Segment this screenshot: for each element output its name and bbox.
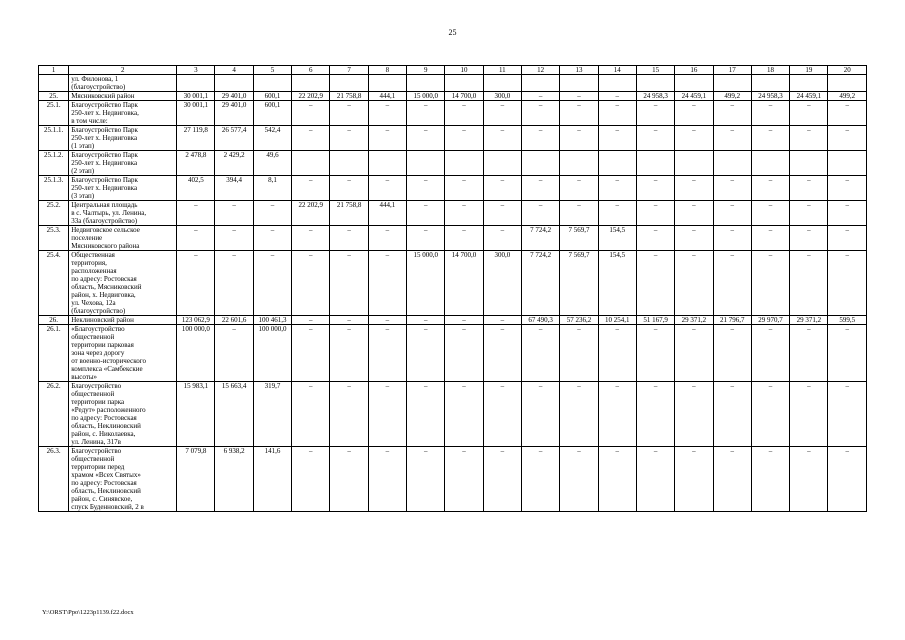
- value-cell: –: [828, 325, 867, 382]
- column-number-cell: 13: [560, 66, 598, 75]
- value-cell: –: [713, 176, 751, 201]
- table-row: [39, 101, 867, 126]
- value-cell: –: [636, 176, 674, 201]
- row-name-cell: Благоустройство Парк 250-лет х. Недвиговка (2 этап): [69, 151, 177, 176]
- value-cell: –: [751, 251, 789, 316]
- value-cell: –: [713, 226, 751, 251]
- value-cell: –: [368, 325, 406, 382]
- column-number-cell: 16: [675, 66, 713, 75]
- value-cell: –: [828, 382, 867, 447]
- value-cell: –: [675, 126, 713, 151]
- value-cell: –: [828, 101, 867, 126]
- value-cell: 499,2: [713, 92, 751, 101]
- value-cell: –: [751, 126, 789, 151]
- column-number-cell: 14: [598, 66, 636, 75]
- value-cell: 29 401,0: [215, 101, 253, 126]
- row-number-cell: 25.1.: [39, 101, 69, 126]
- value-cell: –: [675, 201, 713, 226]
- value-cell: –: [483, 382, 521, 447]
- value-cell: 29 970,7: [751, 316, 789, 325]
- value-cell: 14 700,0: [445, 92, 483, 101]
- value-cell: –: [483, 101, 521, 126]
- value-cell: –: [177, 201, 215, 226]
- value-cell: –: [292, 176, 330, 201]
- value-cell: –: [253, 201, 291, 226]
- value-cell: [751, 151, 789, 176]
- value-cell: [330, 151, 368, 176]
- value-cell: –: [292, 382, 330, 447]
- value-cell: [828, 75, 867, 92]
- value-cell: –: [292, 325, 330, 382]
- value-cell: 24 958,3: [636, 92, 674, 101]
- value-cell: [828, 151, 867, 176]
- value-cell: –: [790, 201, 828, 226]
- value-cell: 27 119,8: [177, 126, 215, 151]
- value-cell: 6 938,2: [215, 447, 253, 512]
- value-cell: –: [445, 316, 483, 325]
- value-cell: –: [636, 447, 674, 512]
- column-number-cell: 12: [521, 66, 559, 75]
- value-cell: –: [598, 325, 636, 382]
- value-cell: –: [292, 101, 330, 126]
- value-cell: 7 569,7: [560, 251, 598, 316]
- value-cell: –: [407, 316, 445, 325]
- value-cell: 2 429,2: [215, 151, 253, 176]
- value-cell: 21 758,8: [330, 92, 368, 101]
- value-cell: 300,0: [483, 251, 521, 316]
- value-cell: [713, 75, 751, 92]
- value-cell: 10 254,1: [598, 316, 636, 325]
- value-cell: 21 796,7: [713, 316, 751, 325]
- value-cell: 29 371,2: [675, 316, 713, 325]
- value-cell: –: [407, 201, 445, 226]
- table-row: [39, 447, 867, 512]
- column-number-cell: 18: [751, 66, 789, 75]
- value-cell: 24 459,1: [675, 92, 713, 101]
- value-cell: 26 577,4: [215, 126, 253, 151]
- value-cell: –: [521, 201, 559, 226]
- value-cell: –: [560, 92, 598, 101]
- value-cell: –: [560, 447, 598, 512]
- value-cell: 100 461,3: [253, 316, 291, 325]
- value-cell: –: [253, 251, 291, 316]
- column-number-cell: 2: [69, 66, 177, 75]
- value-cell: 7 724,2: [521, 251, 559, 316]
- value-cell: –: [675, 251, 713, 316]
- value-cell: –: [215, 325, 253, 382]
- value-cell: –: [751, 226, 789, 251]
- value-cell: –: [253, 226, 291, 251]
- value-cell: [407, 151, 445, 176]
- value-cell: 14 700,0: [445, 251, 483, 316]
- value-cell: 100 000,0: [253, 325, 291, 382]
- value-cell: –: [445, 176, 483, 201]
- value-cell: [598, 75, 636, 92]
- value-cell: –: [330, 176, 368, 201]
- row-name-cell: Благоустройство Парк 250-лет х. Недвиговка (1 этап): [69, 126, 177, 151]
- value-cell: –: [368, 447, 406, 512]
- value-cell: 15 000,0: [407, 92, 445, 101]
- value-cell: 599,5: [828, 316, 867, 325]
- column-number-cell: 17: [713, 66, 751, 75]
- value-cell: 15 663,4: [215, 382, 253, 447]
- value-cell: [407, 75, 445, 92]
- value-cell: [790, 75, 828, 92]
- value-cell: 30 001,1: [177, 92, 215, 101]
- value-cell: –: [292, 251, 330, 316]
- value-cell: 8,1: [253, 176, 291, 201]
- value-cell: –: [636, 251, 674, 316]
- value-cell: 30 001,1: [177, 101, 215, 126]
- value-cell: –: [828, 176, 867, 201]
- value-cell: –: [445, 382, 483, 447]
- value-cell: –: [215, 201, 253, 226]
- value-cell: –: [407, 325, 445, 382]
- value-cell: –: [636, 201, 674, 226]
- value-cell: –: [675, 382, 713, 447]
- value-cell: –: [636, 101, 674, 126]
- value-cell: [713, 151, 751, 176]
- value-cell: –: [790, 226, 828, 251]
- value-cell: –: [445, 226, 483, 251]
- value-cell: –: [330, 226, 368, 251]
- value-cell: –: [330, 325, 368, 382]
- value-cell: –: [828, 201, 867, 226]
- value-cell: [215, 75, 253, 92]
- value-cell: [521, 151, 559, 176]
- value-cell: [445, 151, 483, 176]
- value-cell: –: [713, 201, 751, 226]
- value-cell: –: [598, 447, 636, 512]
- value-cell: [560, 151, 598, 176]
- value-cell: [292, 151, 330, 176]
- value-cell: 49,6: [253, 151, 291, 176]
- value-cell: –: [828, 251, 867, 316]
- value-cell: –: [790, 251, 828, 316]
- value-cell: –: [828, 126, 867, 151]
- value-cell: 499,2: [828, 92, 867, 101]
- value-cell: –: [368, 176, 406, 201]
- value-cell: –: [445, 201, 483, 226]
- value-cell: –: [790, 101, 828, 126]
- value-cell: –: [330, 382, 368, 447]
- row-number-cell: 26.2.: [39, 382, 69, 447]
- value-cell: [560, 75, 598, 92]
- value-cell: –: [215, 226, 253, 251]
- row-name-cell: Мясниковский район: [69, 92, 177, 101]
- value-cell: –: [751, 201, 789, 226]
- value-cell: –: [598, 92, 636, 101]
- value-cell: 402,5: [177, 176, 215, 201]
- table-row: [39, 316, 867, 325]
- value-cell: 154,5: [598, 251, 636, 316]
- value-cell: –: [368, 251, 406, 316]
- value-cell: –: [330, 126, 368, 151]
- row-number-cell: 25.4.: [39, 251, 69, 316]
- column-number-cell: 19: [790, 66, 828, 75]
- value-cell: 300,0: [483, 92, 521, 101]
- value-cell: –: [828, 226, 867, 251]
- value-cell: 67 490,3: [521, 316, 559, 325]
- row-name-cell: Благоустройство общественной территории перед храмом «Всех Святых» по адресу: Ростовская область, Неклиновский район, с. Синявское, спуск Буденновский, 2 в: [69, 447, 177, 512]
- column-number-cell: 20: [828, 66, 867, 75]
- value-cell: –: [521, 325, 559, 382]
- column-number-cell: 15: [636, 66, 674, 75]
- row-number-cell: [39, 75, 69, 92]
- column-number-cell: 4: [215, 66, 253, 75]
- row-number-cell: 25.2.: [39, 201, 69, 226]
- value-cell: –: [560, 176, 598, 201]
- value-cell: [598, 151, 636, 176]
- value-cell: 600,1: [253, 92, 291, 101]
- table-row: [39, 251, 867, 316]
- value-cell: –: [790, 325, 828, 382]
- value-cell: –: [751, 325, 789, 382]
- value-cell: –: [407, 101, 445, 126]
- table-row: [39, 201, 867, 226]
- value-cell: –: [483, 316, 521, 325]
- value-cell: 123 062,9: [177, 316, 215, 325]
- value-cell: –: [751, 176, 789, 201]
- value-cell: –: [521, 382, 559, 447]
- footer-file-path: Y:\ORST\Ppo\1223p1139.f22.docx: [42, 609, 134, 616]
- value-cell: 394,4: [215, 176, 253, 201]
- value-cell: –: [560, 325, 598, 382]
- row-number-cell: 25.3.: [39, 226, 69, 251]
- value-cell: 15 000,0: [407, 251, 445, 316]
- value-cell: –: [407, 126, 445, 151]
- value-cell: [445, 75, 483, 92]
- value-cell: –: [598, 201, 636, 226]
- value-cell: [636, 75, 674, 92]
- table-row: [39, 151, 867, 176]
- value-cell: –: [521, 92, 559, 101]
- column-number-cell: 5: [253, 66, 291, 75]
- value-cell: –: [790, 447, 828, 512]
- value-cell: –: [407, 447, 445, 512]
- value-cell: –: [636, 325, 674, 382]
- value-cell: –: [330, 447, 368, 512]
- value-cell: –: [790, 126, 828, 151]
- value-cell: –: [560, 101, 598, 126]
- value-cell: –: [636, 226, 674, 251]
- value-cell: –: [713, 101, 751, 126]
- value-cell: –: [483, 325, 521, 382]
- value-cell: [751, 75, 789, 92]
- value-cell: –: [368, 101, 406, 126]
- value-cell: –: [177, 226, 215, 251]
- value-cell: –: [636, 382, 674, 447]
- value-cell: –: [368, 126, 406, 151]
- value-cell: 21 758,8: [330, 201, 368, 226]
- column-number-cell: 7: [330, 66, 368, 75]
- value-cell: 24 958,3: [751, 92, 789, 101]
- row-name-cell: «Благоустройство общественной территории парковая зона через дорогу от военно-исторического комплекса «Самбекские высоты»: [69, 325, 177, 382]
- page-number: 25: [448, 28, 457, 37]
- column-number-cell: 11: [483, 66, 521, 75]
- row-number-cell: 25.1.2.: [39, 151, 69, 176]
- column-number-cell: 9: [407, 66, 445, 75]
- row-name-cell: Неклиновский район: [69, 316, 177, 325]
- column-number-cell: 6: [292, 66, 330, 75]
- value-cell: [368, 75, 406, 92]
- value-cell: 100 000,0: [177, 325, 215, 382]
- value-cell: 2 478,8: [177, 151, 215, 176]
- value-cell: 7 079,8: [177, 447, 215, 512]
- value-cell: –: [751, 101, 789, 126]
- value-cell: [368, 151, 406, 176]
- value-cell: 154,5: [598, 226, 636, 251]
- value-cell: [292, 75, 330, 92]
- table-row: [39, 75, 867, 92]
- value-cell: –: [445, 101, 483, 126]
- table-row: [39, 176, 867, 201]
- value-cell: –: [292, 447, 330, 512]
- row-number-cell: 25.: [39, 92, 69, 101]
- value-cell: –: [560, 201, 598, 226]
- value-cell: –: [483, 176, 521, 201]
- value-cell: –: [598, 176, 636, 201]
- value-cell: –: [790, 382, 828, 447]
- value-cell: –: [713, 251, 751, 316]
- value-cell: –: [751, 382, 789, 447]
- value-cell: 7 724,2: [521, 226, 559, 251]
- value-cell: –: [292, 126, 330, 151]
- row-number-cell: 26.: [39, 316, 69, 325]
- row-name-cell: Центральная площадь в с. Чалтырь, ул. Ленина, 33а (благоустройство): [69, 201, 177, 226]
- value-cell: –: [483, 226, 521, 251]
- table-row: [39, 92, 867, 101]
- value-cell: –: [560, 382, 598, 447]
- value-cell: –: [445, 126, 483, 151]
- value-cell: 22 202,9: [292, 92, 330, 101]
- value-cell: 542,4: [253, 126, 291, 151]
- value-cell: –: [521, 101, 559, 126]
- value-cell: –: [368, 382, 406, 447]
- value-cell: 51 167,9: [636, 316, 674, 325]
- table-row: [39, 325, 867, 382]
- column-number-cell: 10: [445, 66, 483, 75]
- column-number-cell: 8: [368, 66, 406, 75]
- value-cell: –: [483, 447, 521, 512]
- value-cell: –: [330, 101, 368, 126]
- value-cell: [675, 151, 713, 176]
- value-cell: 141,6: [253, 447, 291, 512]
- row-name-cell: Благоустройство Парк 250-лет х. Недвиговка (3 этап): [69, 176, 177, 201]
- value-cell: –: [828, 447, 867, 512]
- value-cell: –: [713, 447, 751, 512]
- value-cell: –: [445, 447, 483, 512]
- value-cell: 29 371,2: [790, 316, 828, 325]
- value-cell: [675, 75, 713, 92]
- row-name-cell: Общественная территория, расположенная по адресу: Ростовская область, Мясниковский район, х. Недвиговка, ул. Чехова, 12а (благоустройство): [69, 251, 177, 316]
- column-number-cell: 1: [39, 66, 69, 75]
- value-cell: –: [636, 126, 674, 151]
- value-cell: [790, 151, 828, 176]
- value-cell: –: [407, 176, 445, 201]
- value-cell: [521, 75, 559, 92]
- value-cell: –: [330, 251, 368, 316]
- value-cell: –: [790, 176, 828, 201]
- value-cell: –: [368, 316, 406, 325]
- value-cell: 15 983,1: [177, 382, 215, 447]
- row-number-cell: 25.1.1.: [39, 126, 69, 151]
- value-cell: –: [368, 226, 406, 251]
- value-cell: –: [751, 447, 789, 512]
- table-row: [39, 382, 867, 447]
- column-number-header-row: [39, 66, 867, 75]
- value-cell: –: [598, 382, 636, 447]
- value-cell: 57 236,2: [560, 316, 598, 325]
- value-cell: –: [177, 251, 215, 316]
- value-cell: –: [675, 176, 713, 201]
- value-cell: –: [330, 316, 368, 325]
- table-row: [39, 226, 867, 251]
- value-cell: 600,1: [253, 101, 291, 126]
- value-cell: 29 401,0: [215, 92, 253, 101]
- value-cell: –: [675, 447, 713, 512]
- value-cell: –: [598, 101, 636, 126]
- value-cell: –: [407, 226, 445, 251]
- value-cell: –: [560, 126, 598, 151]
- value-cell: [253, 75, 291, 92]
- value-cell: –: [598, 126, 636, 151]
- value-cell: [330, 75, 368, 92]
- value-cell: 7 569,7: [560, 226, 598, 251]
- value-cell: –: [675, 226, 713, 251]
- value-cell: –: [215, 251, 253, 316]
- value-cell: –: [675, 101, 713, 126]
- row-number-cell: 25.1.3.: [39, 176, 69, 201]
- column-number-cell: 3: [177, 66, 215, 75]
- value-cell: [636, 151, 674, 176]
- row-name-cell: Благоустройство Парк 250-лет х. Недвиговка, в том числе:: [69, 101, 177, 126]
- row-name-cell: ул. Филонова, 1 (благоустройство): [69, 75, 177, 92]
- value-cell: –: [713, 325, 751, 382]
- value-cell: –: [713, 126, 751, 151]
- value-cell: –: [675, 325, 713, 382]
- row-name-cell: Недвиговское сельское поселение Мясниковского района: [69, 226, 177, 251]
- value-cell: 444,1: [368, 92, 406, 101]
- value-cell: –: [292, 316, 330, 325]
- value-cell: –: [407, 382, 445, 447]
- budget-table: [38, 65, 867, 512]
- value-cell: [483, 75, 521, 92]
- value-cell: –: [292, 226, 330, 251]
- value-cell: –: [445, 325, 483, 382]
- value-cell: 22 601,6: [215, 316, 253, 325]
- value-cell: 444,1: [368, 201, 406, 226]
- table-row: [39, 126, 867, 151]
- value-cell: –: [521, 447, 559, 512]
- value-cell: [483, 151, 521, 176]
- value-cell: 22 202,9: [292, 201, 330, 226]
- value-cell: –: [521, 176, 559, 201]
- value-cell: –: [521, 126, 559, 151]
- row-name-cell: Благоустройство общественной территории парка «Редут» расположенного по адресу: Ростовская область, Неклиновский район, с. Николаевка, ул. Ленина, 317в: [69, 382, 177, 447]
- value-cell: [177, 75, 215, 92]
- value-cell: 319,7: [253, 382, 291, 447]
- value-cell: –: [713, 382, 751, 447]
- value-cell: –: [483, 201, 521, 226]
- value-cell: 24 459,1: [790, 92, 828, 101]
- row-number-cell: 26.1.: [39, 325, 69, 382]
- row-number-cell: 26.3.: [39, 447, 69, 512]
- value-cell: –: [483, 126, 521, 151]
